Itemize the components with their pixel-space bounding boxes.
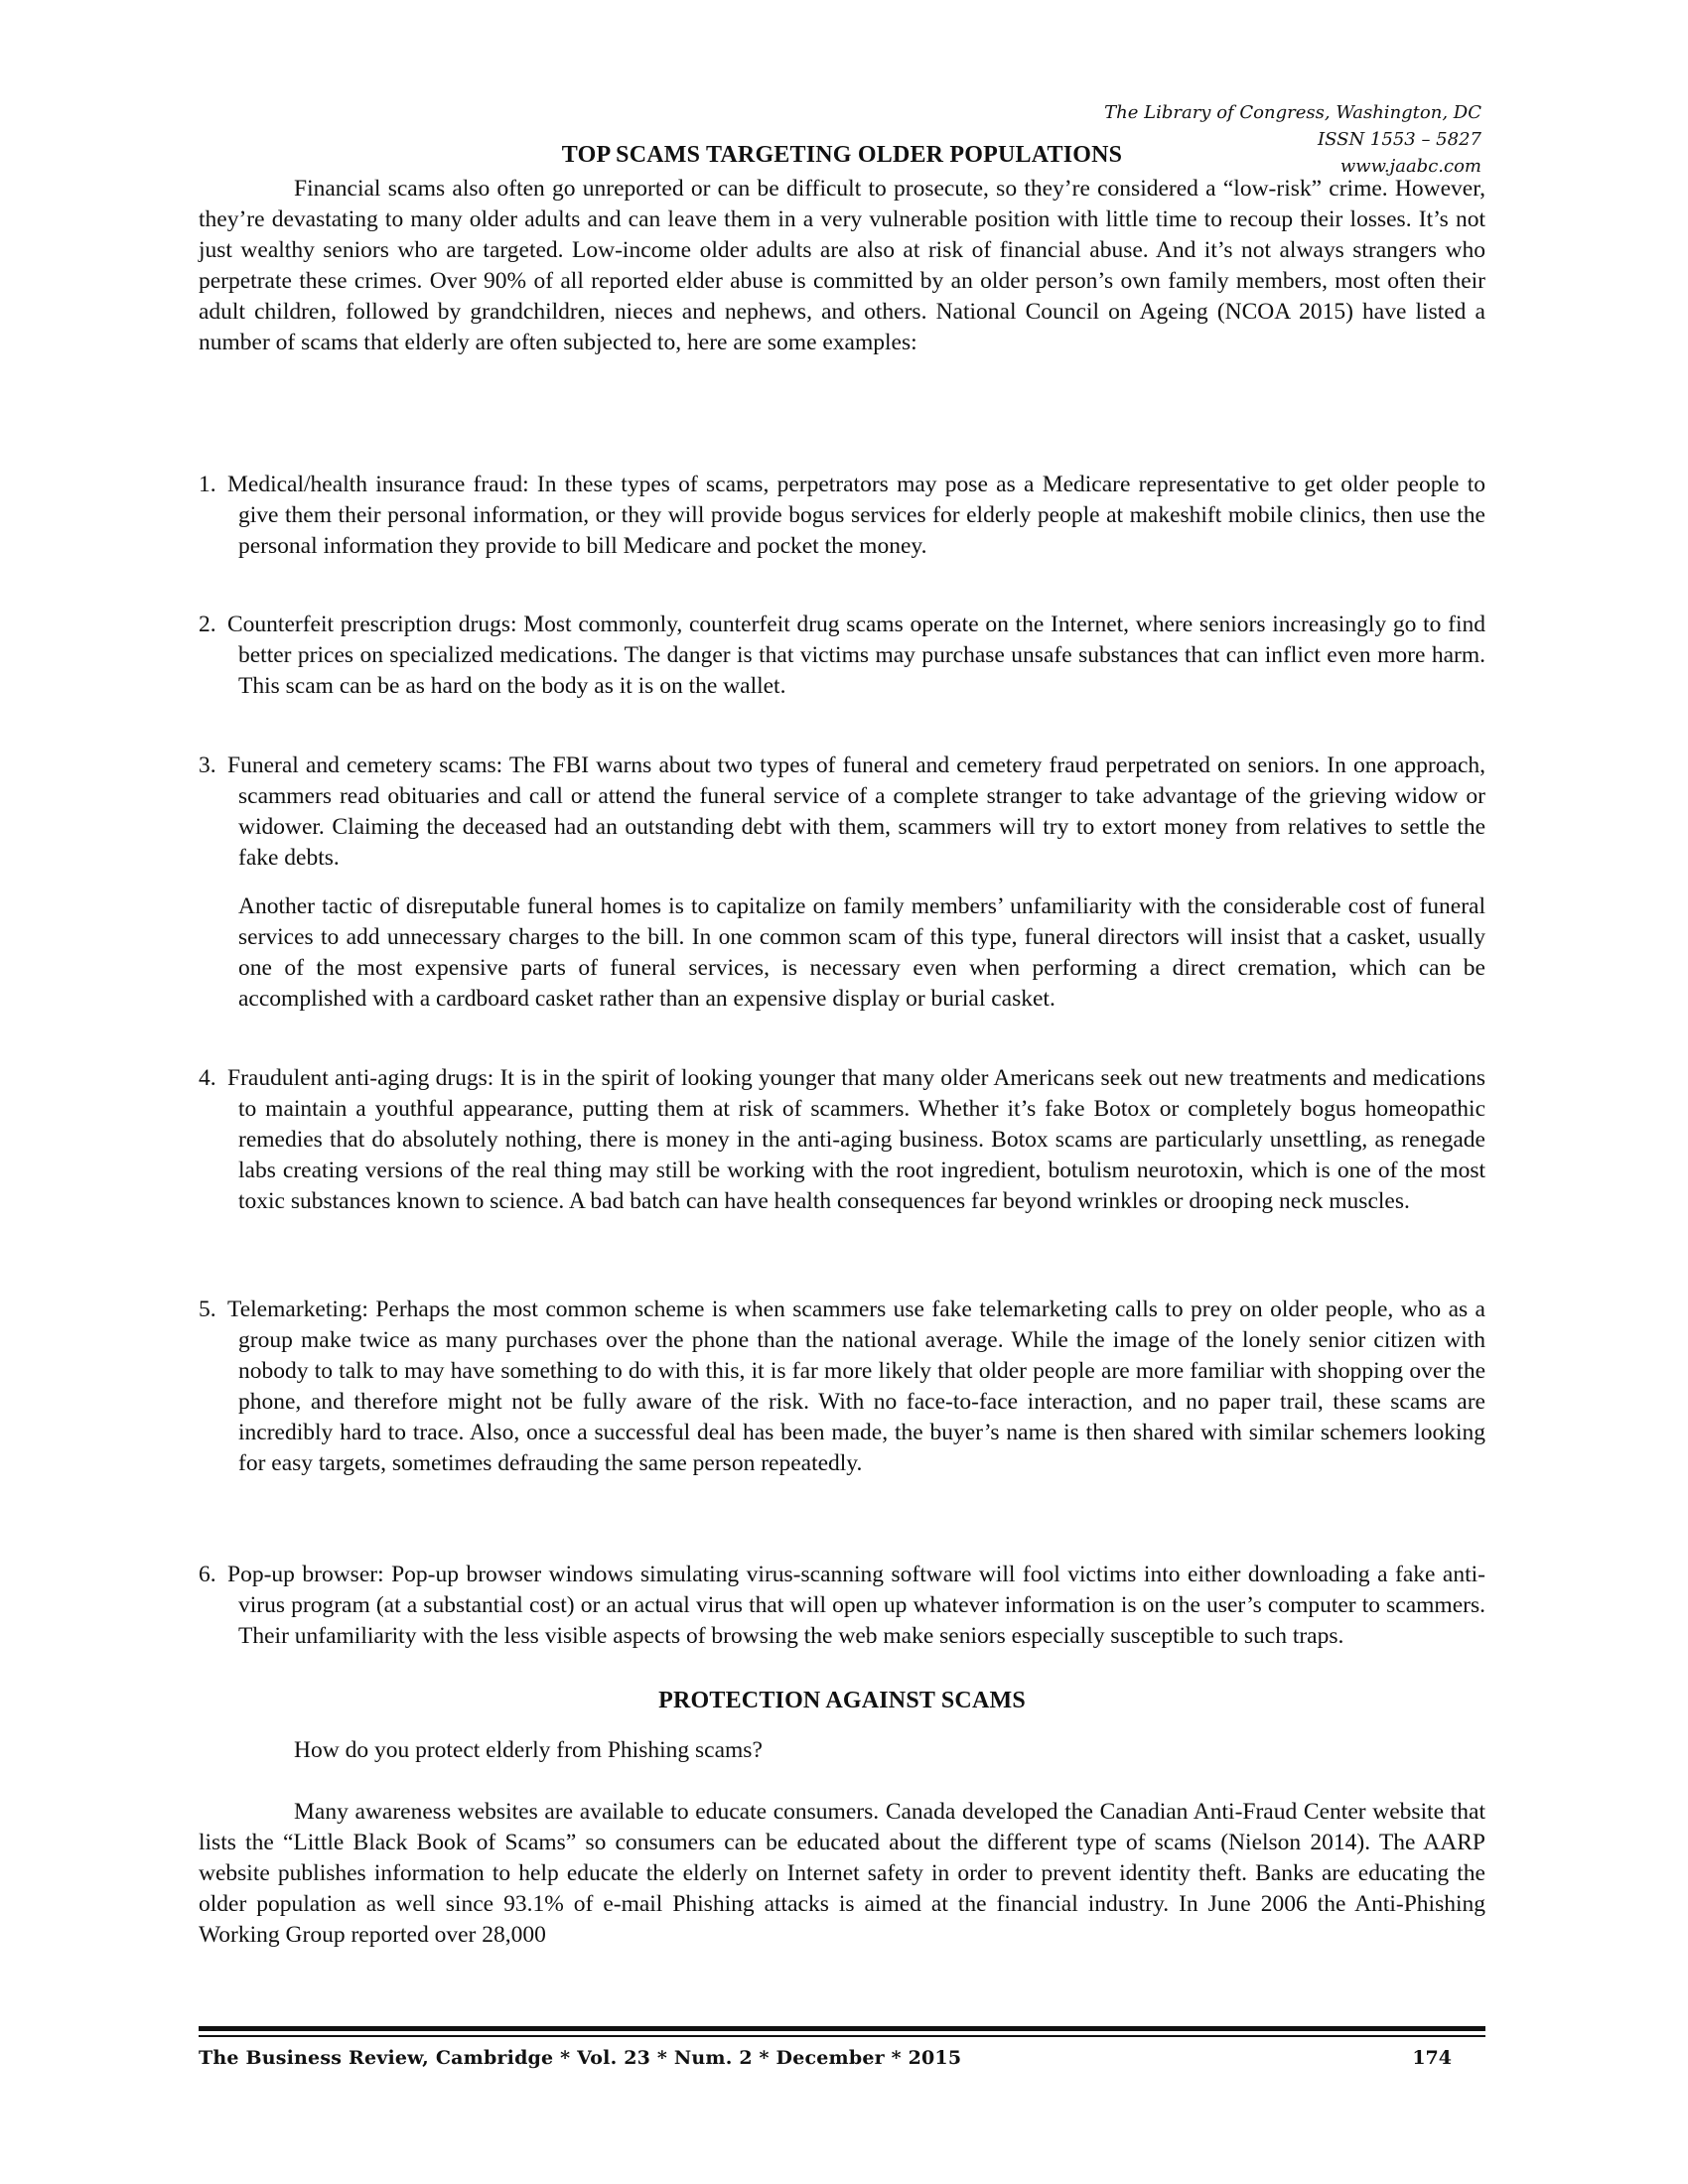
page-number: 174 (1412, 2047, 1452, 2069)
list-text: Medical/health insurance fraud: In these types of scams, perpetrators may pose as a Medicare representative to get older people to give them their personal information, or they will provide bogus services for elderly people at makeshift mobile clinics, then use the personal information they provide to bill Medicare and pocket the money. (227, 472, 1485, 559)
section-heading-protection: PROTECTION AGAINST SCAMS (658, 1688, 1026, 1713)
list-text: Funeral and cemetery scams: The FBI warns about two types of funeral and cemetery fraud perpetrated on seniors. In one approach, scammers read obituaries and call or attend the funeral service of a complete stranger to take advantage of the grieving widow or widower. Claiming the deceased had an outstanding debt with them, scammers will try to extort money from relatives to settle the fake debts. (227, 752, 1485, 871)
question-paragraph: How do you protect elderly from Phishing scams? (294, 1737, 763, 1763)
header-publisher: The Library of Congress, Washington, DC (1104, 102, 1481, 123)
header-issn: ISSN 1553 – 5827 (1318, 129, 1481, 150)
list-number: 1. (199, 472, 216, 497)
list-item-6 (199, 1560, 1485, 1652)
list-item-1 (199, 470, 1485, 562)
list-text: Counterfeit prescription drugs: Most commonly, counterfeit drug scams operate on the Internet, where seniors increasingly go to find better prices on specialized medications. The danger is that victims may purchase unsafe substances that can inflict even more harm. This scam can be as hard on the body as it is on the wallet. (227, 612, 1485, 699)
list-text: Pop-up browser: Pop-up browser windows simulating virus-scanning software will fool victims into either downloading a fake anti-virus program (at a substantial cost) or an actual virus that will open up whatever information is on the user’s computer to scammers. Their unfamiliarity with the less visible aspects of browsing the web make seniors especially susceptible to such traps. (227, 1562, 1485, 1649)
list-number: 6. (199, 1562, 216, 1587)
list-number: 2. (199, 612, 216, 637)
list-item-2 (199, 610, 1485, 702)
section-heading-top-scams: TOP SCAMS TARGETING OLDER POPULATIONS (561, 142, 1123, 168)
list-item-5 (199, 1295, 1485, 1479)
list-number: 3. (199, 752, 216, 778)
list-number: 5. (199, 1297, 216, 1322)
footer-journal-citation: The Business Review, Cambridge * Vol. 23 * Num. 2 * December * 2015 (199, 2047, 962, 2069)
intro-paragraph: Financial scams also often go unreported or can be difficult to prosecute, so they’re considered a “low-risk” crime. However, they’re devastating to many older adults and can leave them in a very vulnerable position with little time to recoup their losses. It’s not just wealthy seniors who are targeted. Low-income older adults are also at risk of financial abuse. And it’s not always strangers who perpetrate these crimes. Over 90% of all reported elder abuse is committed by an older person’s own family members, most often their adult children, followed by grandchildren, nieces and nephews, and others. National Council on Ageing (NCOA 2015) have listed a number of scams that elderly are often subjected to, here are some examples: (199, 176, 1485, 355)
footer-rule (199, 2026, 1485, 2031)
list-item-3 (199, 751, 1485, 874)
list-number: 4. (199, 1065, 216, 1091)
protection-paragraph: Many awareness websites are available to educate consumers. Canada developed the Canadian Anti-Fraud Center website that lists the “Little Black Book of Scams” so consumers can be educated about the different type of scams (Nielson 2014). The AARP website publishes information to help educate the elderly on Internet safety in order to prevent identity theft. Banks are educating the older population as well since 93.1% of e-mail Phishing attacks is aimed at the financial industry. In June 2006 the Anti-Phishing Working Group reported over 28,000 (199, 1799, 1485, 1948)
header-website: www.jaabc.com (1339, 156, 1481, 177)
footer-rule-thin (199, 2035, 1485, 2037)
list-item-4 (199, 1063, 1485, 1217)
list-text: Telemarketing: Perhaps the most common scheme is when scammers use fake telemarketing calls to prey on older people, who as a group make twice as many purchases over the phone than the national average. While the image of the lonely senior citizen with nobody to talk to may have something to do with this, it is far more likely that older people are more familiar with shopping over the phone, and therefore might not be fully aware of the risk. With no face-to-face interaction, and no paper trail, these scams are incredibly hard to trace. Also, once a successful deal has been made, the buyer’s name is then shared with similar schemers looking for easy targets, sometimes defrauding the same person repeatedly. (227, 1297, 1485, 1476)
list-text: Fraudulent anti-aging drugs: It is in the spirit of looking younger that many older Americans seek out new treatments and medications to maintain a youthful appearance, putting them at risk of scammers. Whether it’s fake Botox or completely bogus homeopathic remedies that do absolutely nothing, there is money in the anti-aging business. Botox scams are particularly unsettling, as renegade labs creating versions of the real thing may still be working with the root ingredient, botulism neurotoxin, which is one of the most toxic substances known to science. A bad batch can have health consequences far beyond wrinkles or drooping neck muscles. (227, 1065, 1485, 1214)
list-item-3-continuation: Another tactic of disreputable funeral homes is to capitalize on family members’ unfamiliarity with the considerable cost of funeral services to add unnecessary charges to the bill. In one common scam of this type, funeral directors will insist that a casket, usually one of the most expensive parts of funeral services, is necessary even when performing a direct cremation, which can be accomplished with a cardboard casket rather than an expensive display or burial casket. (238, 893, 1485, 1012)
